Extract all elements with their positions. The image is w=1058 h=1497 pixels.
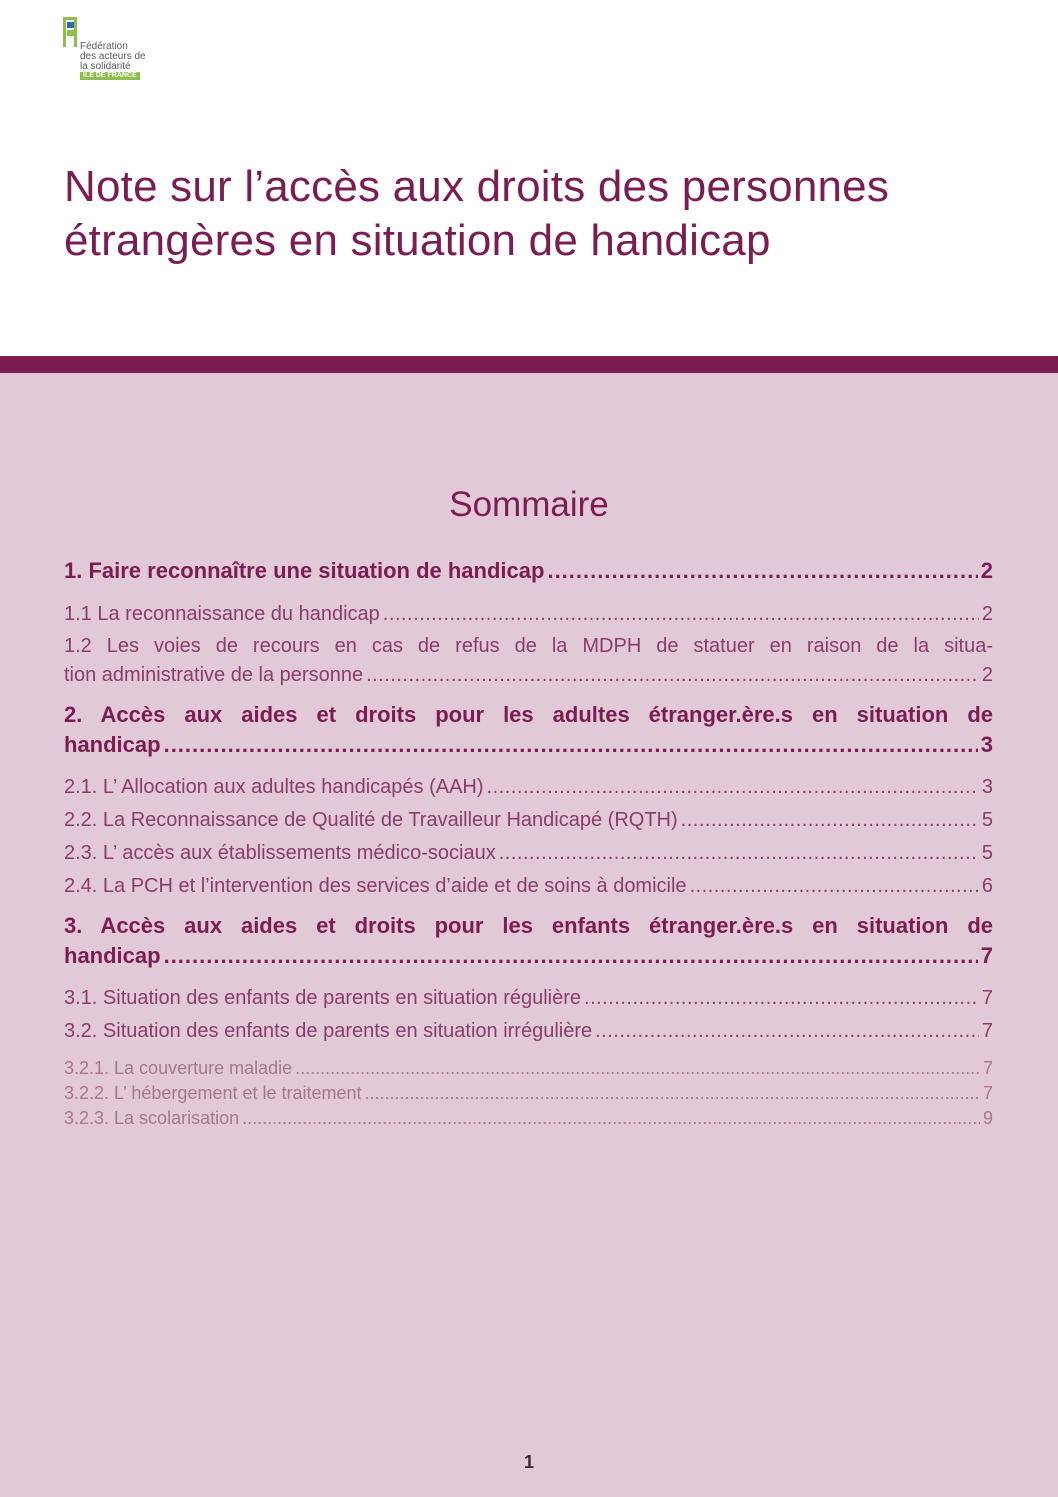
toc-leader	[242, 1106, 980, 1131]
toc-leader	[487, 773, 979, 802]
toc-page-number: 3	[981, 776, 993, 798]
document-title-line-1: Note sur l’accès aux droits des personnes	[64, 162, 890, 211]
toc-leader	[547, 556, 977, 586]
toc-leader	[690, 872, 979, 901]
toc-leader	[584, 984, 979, 1013]
toc-page-number: 7	[981, 987, 993, 1009]
toc-leader	[595, 1017, 979, 1046]
toc-entry-label-line-2: handicap	[64, 732, 161, 757]
toc-leader	[295, 1056, 980, 1081]
toc-entry-3-2-2[interactable]	[64, 1081, 993, 1106]
toc-page-number: 2	[980, 558, 993, 583]
logo-line-2: des acteurs de	[80, 51, 146, 62]
header-divider-band	[0, 356, 1058, 373]
toc-entry-label-line-2: tion administrative de la personne	[64, 664, 364, 686]
toc-page-number: 2	[981, 664, 993, 686]
toc-page-number: 7	[980, 943, 993, 968]
toc-entry-label: 3.2.3. La scolarisation	[64, 1108, 240, 1128]
logo-wordmark	[80, 42, 146, 72]
toc-entry-1-2[interactable]	[64, 632, 993, 690]
toc-leader	[365, 1081, 980, 1106]
federation-logo	[63, 17, 163, 83]
toc-entry-1[interactable]	[64, 556, 993, 586]
toc-entry-label: 2.3. L’ accès aux établissements médico-sociaux	[64, 842, 496, 864]
page-number: 1	[523, 1452, 534, 1472]
toc-entry-label: 1. Faire reconnaître une situation de handicap	[64, 558, 545, 583]
toc-entry-label-line-1: 2. Accès aux aides et droits pour les adultes étranger.ère.s en situation de	[64, 702, 993, 727]
toc-page-number: 6	[981, 875, 993, 897]
toc-leader	[383, 600, 979, 629]
document-title	[64, 160, 994, 268]
toc-page-number: 9	[982, 1108, 993, 1128]
toc-entry-2-3[interactable]	[64, 839, 993, 868]
toc-heading: Sommaire	[449, 485, 609, 524]
logo-region-badge: ILE DE FRANCE	[80, 72, 140, 80]
toc-page-number: 7	[982, 1083, 993, 1103]
toc-page-number: 3	[980, 732, 993, 757]
toc-entry-label: 2.1. L’ Allocation aux adultes handicapés (AAH)	[64, 776, 484, 798]
document-title-line-2: étrangères en situation de handicap	[64, 216, 771, 265]
toc-entry-2-1[interactable]	[64, 773, 993, 802]
toc-entry-3-2[interactable]	[64, 1017, 993, 1046]
toc-leader	[366, 661, 979, 690]
toc-entry-label: 3.2.1. La couverture maladie	[64, 1058, 293, 1078]
toc-entry-3-1[interactable]	[64, 984, 993, 1013]
toc-entry-1-1[interactable]	[64, 600, 993, 629]
toc-page-number: 7	[981, 1020, 993, 1042]
toc-entry-2-2[interactable]	[64, 806, 993, 835]
toc-entry-label: 3.2.2. L’ hébergement et le traitement	[64, 1083, 362, 1103]
toc-leader	[681, 806, 979, 835]
toc-entry-3-2-1[interactable]	[64, 1056, 993, 1081]
toc-leader	[499, 839, 979, 868]
toc-entry-3[interactable]	[64, 911, 993, 971]
toc-entry-2-4[interactable]	[64, 872, 993, 901]
logo-line-1: Fédération	[80, 41, 128, 52]
toc-page-number: 5	[981, 809, 993, 831]
toc-leader	[164, 941, 978, 971]
toc-page-number: 2	[981, 603, 993, 625]
logo-line-3: la solidarité	[80, 61, 131, 72]
toc-leader	[164, 730, 978, 760]
toc-entry-label-line-2: handicap	[64, 943, 161, 968]
toc-entry-2[interactable]	[64, 700, 993, 760]
toc-entry-label: 3.2. Situation des enfants de parents en situation irrégulière	[64, 1020, 593, 1042]
toc-entry-label-line-1: 3. Accès aux aides et droits pour les enfants étranger.ère.s en situation de	[64, 913, 993, 938]
logo-mark-icon	[63, 17, 77, 47]
toc-page-number: 7	[982, 1058, 993, 1078]
toc-entry-label: 1.1 La reconnaissance du handicap	[64, 603, 380, 625]
toc-page-number: 5	[981, 842, 993, 864]
toc-entry-label-line-1: 1.2 Les voies de recours en cas de refus de la MDPH de statuer en raison de la situa-	[64, 635, 993, 657]
toc-entry-label: 2.2. La Reconnaissance de Qualité de Travailleur Handicapé (RQTH)	[64, 809, 678, 831]
toc-entry-label: 3.1. Situation des enfants de parents en situation régulière	[64, 987, 582, 1009]
toc-entry-label: 2.4. La PCH et l’intervention des services d’aide et de soins à domicile	[64, 875, 687, 897]
toc-entry-3-2-3[interactable]	[64, 1106, 993, 1131]
